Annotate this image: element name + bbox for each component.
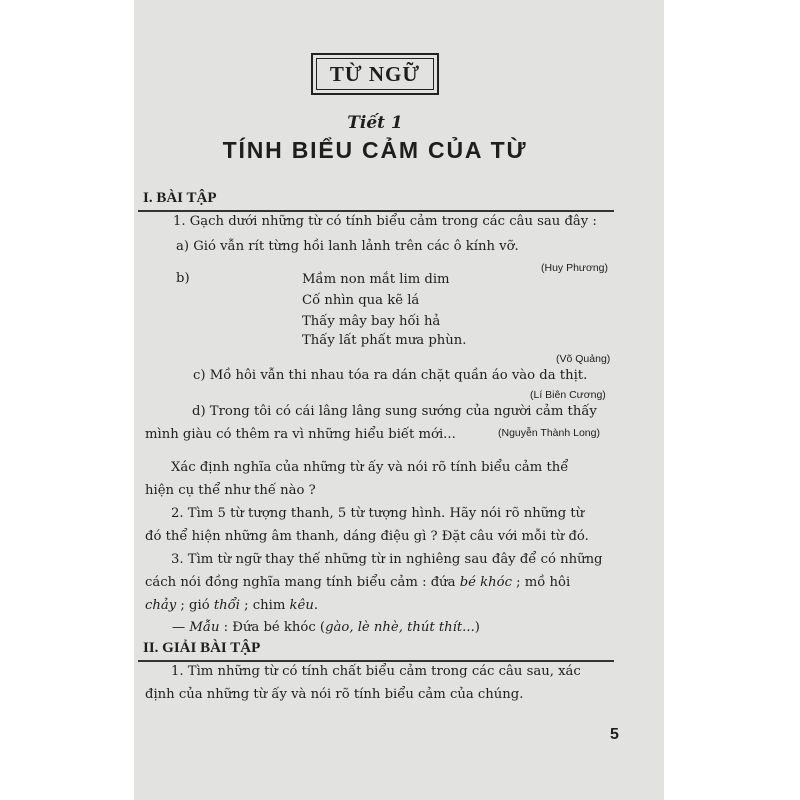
model-example xyxy=(172,620,480,635)
question-3-line2 xyxy=(145,575,570,590)
section-heading-solutions: II. GIẢI BÀI TẬP xyxy=(143,640,261,656)
question-1a: a) Gió vẫn rít từng hồi lanh lảnh trên các ô kính vỡ. xyxy=(176,239,519,254)
poem-line: Cố nhìn qua kẽ lá xyxy=(302,293,420,308)
section-rule xyxy=(138,660,614,662)
question-1c: c) Mồ hôi vẫn thi nhau tóa ra dán chặt quần áo vào da thịt. xyxy=(193,368,588,383)
page-number: 5 xyxy=(610,726,619,743)
italic-word: thổi xyxy=(213,598,240,613)
source-1c: (Lí Biên Cương) xyxy=(530,389,606,401)
question-1b-label: b) xyxy=(176,271,190,286)
model-alternatives: gào, lè nhè, thút thít... xyxy=(325,620,475,635)
italic-word: kêu xyxy=(289,598,314,613)
question-1d-line1: d) Trong tôi có cái lâng lâng sung sướng của người cảm thấy xyxy=(192,404,597,419)
poem-line: Thấy lất phất mưa phùn. xyxy=(302,333,467,348)
header-box-label: TỪ NGỮ xyxy=(316,58,434,90)
question-3-text: ; chim xyxy=(239,598,290,613)
model-label: — Mẫu xyxy=(172,620,220,635)
model-text: ) xyxy=(474,620,480,635)
question-3-text: ; gió xyxy=(176,598,214,613)
question-1-intro: 1. Gạch dưới những từ có tính biểu cảm trong các câu sau đây : xyxy=(173,214,597,229)
question-1-task-line1: Xác định nghĩa của những từ ấy và nói rõ tính biểu cảm thể xyxy=(171,460,569,475)
question-3-line1: 3. Tìm từ ngữ thay thế những từ in nghiêng sau đây để có những xyxy=(171,552,603,567)
poem-line: Mầm non mắt lim dim xyxy=(302,272,450,287)
question-2-line2: đó thể hiện những âm thanh, dáng điệu gì ? Đặt câu với mỗi từ đó. xyxy=(145,529,589,544)
lesson-label: Tiết 1 xyxy=(347,113,403,133)
poem-line: Thấy mây bay hối hả xyxy=(302,314,441,329)
source-1a: (Huy Phương) xyxy=(541,262,609,274)
page-title: TÍNH BIỂU CẢM CỦA TỪ xyxy=(222,137,528,163)
solution-1-line1: 1. Tìm những từ có tính chất biểu cảm trong các câu sau, xác xyxy=(171,664,581,679)
section-heading-exercises: I. BÀI TẬP xyxy=(143,190,217,206)
section-rule xyxy=(138,210,614,212)
question-3-text: . xyxy=(313,598,319,613)
solution-1-line2: định của những từ ấy và nói rõ tính biểu cảm của chúng. xyxy=(145,687,524,702)
italic-word: chảy xyxy=(145,598,177,613)
header-box xyxy=(311,53,439,95)
question-3-text: cách nói đồng nghĩa mang tính biểu cảm : đứa xyxy=(145,575,460,590)
question-1-task-line2: hiện cụ thể như thế nào ? xyxy=(145,483,316,498)
source-1d: (Nguyễn Thành Long) xyxy=(498,427,600,439)
source-1b: (Võ Quảng) xyxy=(556,353,611,365)
question-3-line3 xyxy=(145,598,318,613)
italic-word: bé khóc xyxy=(459,575,512,590)
model-text: : Đứa bé khóc ( xyxy=(219,620,326,635)
question-1d-line2: mình giàu có thêm ra vì những hiểu biết mới... xyxy=(145,427,456,442)
question-3-text: ; mồ hôi xyxy=(511,575,571,590)
question-2-line1: 2. Tìm 5 từ tượng thanh, 5 từ tượng hình. Hãy nói rõ những từ xyxy=(171,506,585,521)
